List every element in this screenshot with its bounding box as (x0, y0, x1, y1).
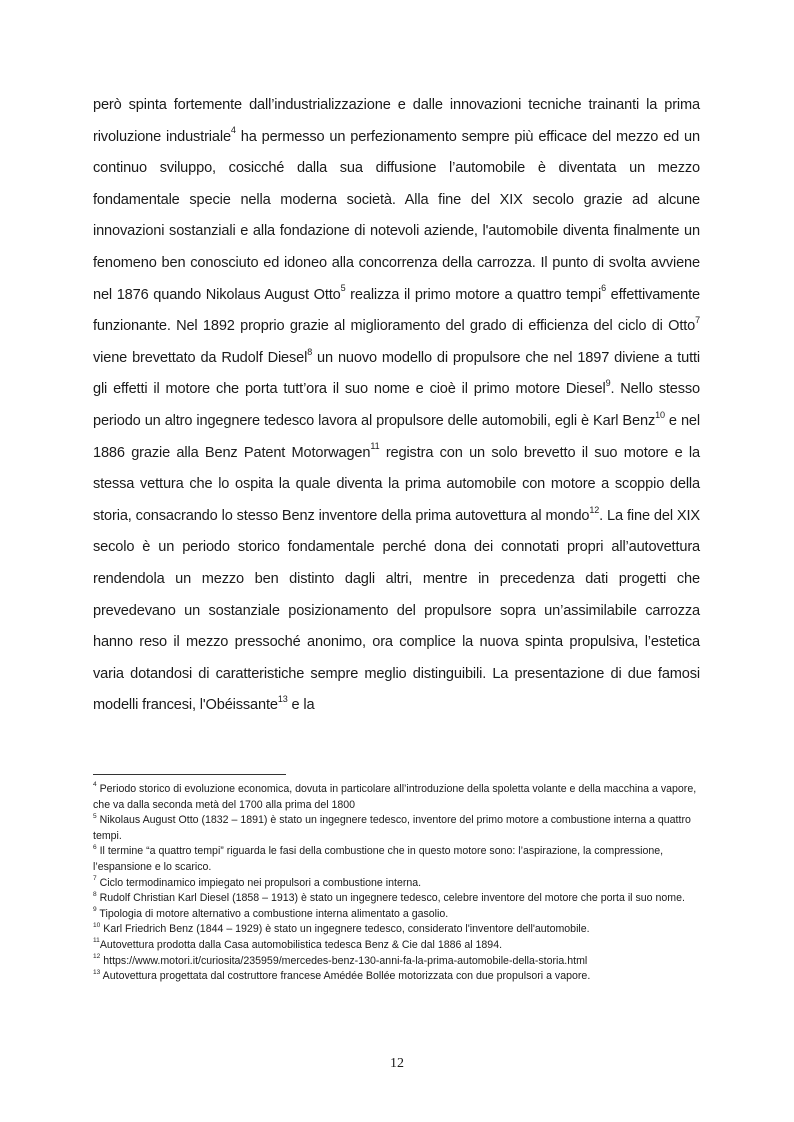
footnote-number: 8 (93, 890, 97, 898)
footnote-ref-10[interactable]: 10 (655, 409, 665, 420)
footnote-11 (93, 938, 703, 954)
footnote-ref-7[interactable]: 7 (695, 314, 700, 325)
footnote-ref-12[interactable]: 12 (589, 504, 600, 515)
footnote-ref-11[interactable]: 11 (370, 441, 380, 452)
footnote-number: 7 (93, 875, 97, 883)
footnote-ref-9[interactable]: 9 (605, 378, 611, 389)
footnote-8 (93, 891, 703, 907)
footnote-ref-5[interactable]: 5 (340, 283, 346, 294)
footnotes-list (93, 782, 703, 985)
footnote-separator (93, 774, 286, 775)
footnote-number: 6 (93, 843, 97, 851)
footnote-text: Karl Friedrich Benz (1844 – 1929) è stato un ingegnere tedesco, considerato l'inventore dell'automobile. (100, 923, 590, 936)
body-text-segment: registra con un solo brevetto il suo motore e la stessa vettura che lo ospita la quale diventa la prima automobile con motore a scoppio della storia, consacrando lo stesso Benz inventore della prima autovettura al mondo (93, 444, 700, 524)
body-text-segment: viene brevettato da Rudolf Diesel (93, 349, 308, 366)
body-text-segment: un nuovo modello di propulsore che nel 1897 diviene a tutti gli effetti il motore che porta tutt’ora il suo nome e cioè il primo motore Diesel (93, 349, 700, 398)
footnote-12 (93, 954, 703, 970)
footnote-text: Il termine “a quattro tempi” riguarda le fasi della combustione che in questo motore sono: l’aspirazione, la compressione, l’espansione e lo scarico. (93, 845, 664, 873)
footnote-number: 13 (93, 968, 101, 976)
body-text-segment: ha permesso un perfezionamento sempre più efficace del mezzo ed un continuo sviluppo, cosicché dalla sua diffusione l’automobile è diventata un mezzo fondamentale specie nella moderna società. Alla fine del XIX secolo grazie ad alcune innovazioni sostanziali e alla fondazione di notevoli aziende, l'automobile diventa finalmente un fenomeno ben conosciuto ed idoneo alla concorrenza della carrozza. Il punto di svolta avviene nel 1876 quando Nikolaus August Otto (93, 128, 700, 303)
footnote-4 (93, 782, 703, 813)
footnote-number: 9 (93, 906, 97, 914)
footnote-url[interactable]: https://www.motori.it/curiosita/235959/mercedes-benz-130-anni-fa-la-prima-automobile-della-storia.html (100, 954, 588, 967)
footnote-text: Tipologia di motore alternativo a combustione interna alimentato a gasolio. (96, 907, 449, 920)
body-text-segment: e la (287, 697, 315, 714)
footnote-text: Autovettura progettata dal costruttore francese Amédée Bollée motorizzata con due propulsori a vapore. (100, 970, 591, 983)
body-text-segment: e nel 1886 grazie alla Benz Patent Motorwagen (93, 412, 700, 461)
footnote-ref-6[interactable]: 6 (601, 283, 606, 294)
footnote-text: Nikolaus August Otto (1832 – 1891) è stato un ingegnere tedesco, inventore del primo motore a combustione interna a quattro tempi. (93, 814, 691, 842)
body-text-segment: realizza il primo motore a quattro tempi (345, 286, 602, 303)
footnote-number: 5 (93, 812, 97, 820)
body-text-segment: effettivamente funzionante. Nel 1892 proprio grazie al miglioramento del grado di efficienza del ciclo di Otto (93, 286, 700, 335)
footnote-ref-4[interactable]: 4 (230, 125, 236, 136)
body-paragraph (93, 90, 700, 722)
footnote-number: 11 (93, 937, 100, 945)
footnote-ref-13[interactable]: 13 (277, 694, 288, 705)
body-text-segment: . La fine del XIX secolo è un periodo storico fondamentale perché dona dei connotati propri all’autovettura rendendola un mezzo ben distinto dagli altri, mentre in precedenza dati progetti che prevedevano un sostanziale posizionamento del propulsore sopra un’assimilabile carrozza hanno reso il mezzo pressoché anonimo, ora complice la nuova spinta propulsiva, l’estetica varia dotandosi di caratteristiche sempre meglio distinguibili. La presentazione di due famosi modelli francesi, l'Obéissante (93, 507, 701, 714)
footnote-text: Periodo storico di evoluzione economica, dovuta in particolare all’introduzione della spoletta volante e della macchina a vapore, che va dalla seconda metà del 1700 alla prima del 1800 (93, 783, 697, 811)
footnote-6 (93, 844, 703, 875)
footnote-text: Rudolf Christian Karl Diesel (1858 – 1913) è stato un ingegnere tedesco, celebre inventore del motore che porta il suo nome. (96, 892, 685, 905)
footnote-ref-8[interactable]: 8 (307, 346, 313, 357)
page-number: 12 (390, 1056, 404, 1071)
footnote-number: 4 (93, 781, 97, 789)
footnote-text: Autovettura prodotta dalla Casa automobilistica tedesca Benz & Cie dal 1886 al 1894. (99, 938, 503, 951)
footnote-number: 12 (93, 953, 101, 961)
body-text-segment: . Nello stesso periodo un altro ingegnere tedesco lavora al propulsore delle automobili, egli è Karl Benz (93, 381, 700, 429)
footnote-7 (93, 876, 703, 892)
footnote-13 (93, 969, 703, 985)
body-text-segment: però spinta fortemente dall’industrializzazione e dalle innovazioni tecniche trainanti la prima rivoluzione industriale (93, 97, 700, 145)
footnote-text: Ciclo termodinamico impiegato nei propulsori a combustione interna. (96, 876, 422, 889)
footnote-10 (93, 922, 703, 938)
footnote-9 (93, 907, 703, 923)
footnote-5 (93, 813, 703, 844)
footnote-number: 10 (93, 921, 101, 929)
